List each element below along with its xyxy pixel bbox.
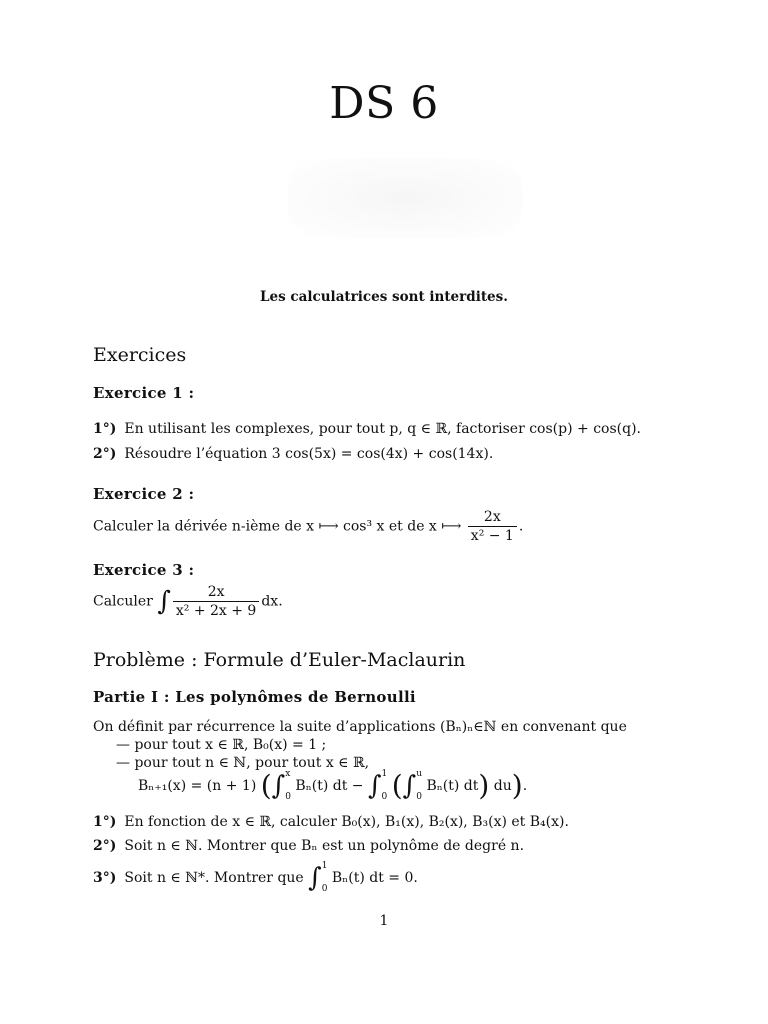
formula-term-2: Bₙ(t) dt [426, 778, 479, 794]
partie-1-question-2 [93, 838, 524, 856]
exercice-1-question-2 [93, 446, 493, 464]
lower-bound: 0 [416, 792, 422, 802]
upper-bound: 1 [381, 769, 388, 779]
recurrence-formula: Bₙ₊₁(x) = (n + 1) (∫ x 0 Bₙ(t) dt − ∫ 1 0 (∫ u 0 Bₙ(t) dt) du). [138, 769, 528, 802]
faded-logo [288, 158, 522, 238]
lower-bound: 0 [321, 884, 328, 894]
exercice-3-title: Exercice 3 : [93, 561, 195, 579]
document-title: DS 6 [329, 78, 439, 129]
right-paren: ) [478, 769, 490, 802]
formula-term-1: Bₙ(t) dt − [295, 778, 364, 794]
integral-sign: ∫ [367, 771, 382, 801]
exercice-1-title: Exercice 1 : [93, 384, 195, 402]
fraction-denominator: x² − 1 [470, 528, 514, 545]
partie-1-intro: On définit par récurrence la suite d’applications (Bₙ)ₙ∈ℕ en convenant que [93, 719, 627, 735]
partie-1-bullet-1: — pour tout x ∈ ℝ, B₀(x) = 1 ; [116, 737, 327, 753]
integral-bounds [322, 862, 328, 894]
question-number: 1°) [93, 814, 117, 830]
right-paren: ) [511, 769, 523, 802]
question-number: 2°) [93, 446, 117, 462]
fraction-numerator: 2x [173, 583, 259, 602]
fraction-denominator: x² + 2x + 9 [175, 603, 257, 620]
section-probleme-heading: Problème : Formule d’Euler-Maclaurin [93, 649, 466, 671]
formula-lhs: Bₙ₊₁(x) = (n + 1) [138, 778, 257, 794]
integral-bounds [416, 770, 422, 802]
statement-end: dx. [261, 593, 283, 610]
fraction-numerator: 2x [468, 508, 517, 527]
integral-sign: ∫ [308, 863, 322, 893]
integral-bounds [285, 770, 291, 802]
partie-1-question-3 [93, 862, 418, 894]
fraction [468, 508, 517, 545]
partie-1-title: Partie I : Les polynômes de Bernoulli [93, 688, 416, 706]
statement-text: Calculer la dérivée n-ième de x ⟼ cos³ x et de x ⟼ [93, 518, 462, 535]
exercice-2-statement [93, 508, 523, 545]
question-text: Résoudre l’équation 3 cos(5x) = cos(4x) + cos(14x). [124, 446, 494, 462]
exercice-3-statement [93, 583, 283, 620]
partie-1-question-1 [93, 814, 569, 832]
upper-bound: x [285, 769, 291, 779]
question-number: 2°) [93, 838, 117, 854]
statement-text: Calculer [93, 593, 153, 610]
lower-bound: 0 [381, 792, 388, 802]
left-paren: ( [391, 769, 403, 802]
question-text: Soit n ∈ ℕ*. Montrer que [124, 870, 304, 886]
section-exercices-heading: Exercices [93, 344, 187, 366]
lower-bound: 0 [285, 792, 291, 802]
question-end: Bₙ(t) dt = 0. [331, 870, 418, 886]
question-text: En fonction de x ∈ ℝ, calculer B₀(x), B₁(x), B₂(x), B₃(x) et B₄(x). [124, 814, 569, 830]
integral-bounds [382, 770, 388, 802]
page-number: 1 [379, 913, 389, 929]
question-number: 3°) [93, 870, 117, 886]
upper-bound: 1 [321, 861, 328, 871]
exercice-2-title: Exercice 2 : [93, 485, 195, 503]
integral-sign: ∫ [402, 771, 417, 801]
integral-sign: ∫ [157, 586, 171, 617]
upper-bound: u [416, 769, 422, 779]
question-text: Soit n ∈ ℕ. Montrer que Bₙ est un polynôme de degré n. [124, 838, 525, 854]
statement-end: . [518, 518, 524, 535]
left-paren: ( [260, 769, 272, 802]
question-number: 1°) [93, 421, 117, 437]
integral-sign: ∫ [271, 771, 286, 801]
question-text: En utilisant les complexes, pour tout p, q ∈ ℝ, factoriser cos(p) + cos(q). [124, 421, 641, 437]
formula-du: du [493, 778, 512, 794]
calculator-notice: Les calculatrices sont interdites. [260, 289, 508, 305]
partie-1-bullet-2: — pour tout n ∈ ℕ, pour tout x ∈ ℝ, [116, 755, 370, 771]
exercice-1-question-1 [93, 421, 641, 439]
fraction [173, 583, 259, 620]
